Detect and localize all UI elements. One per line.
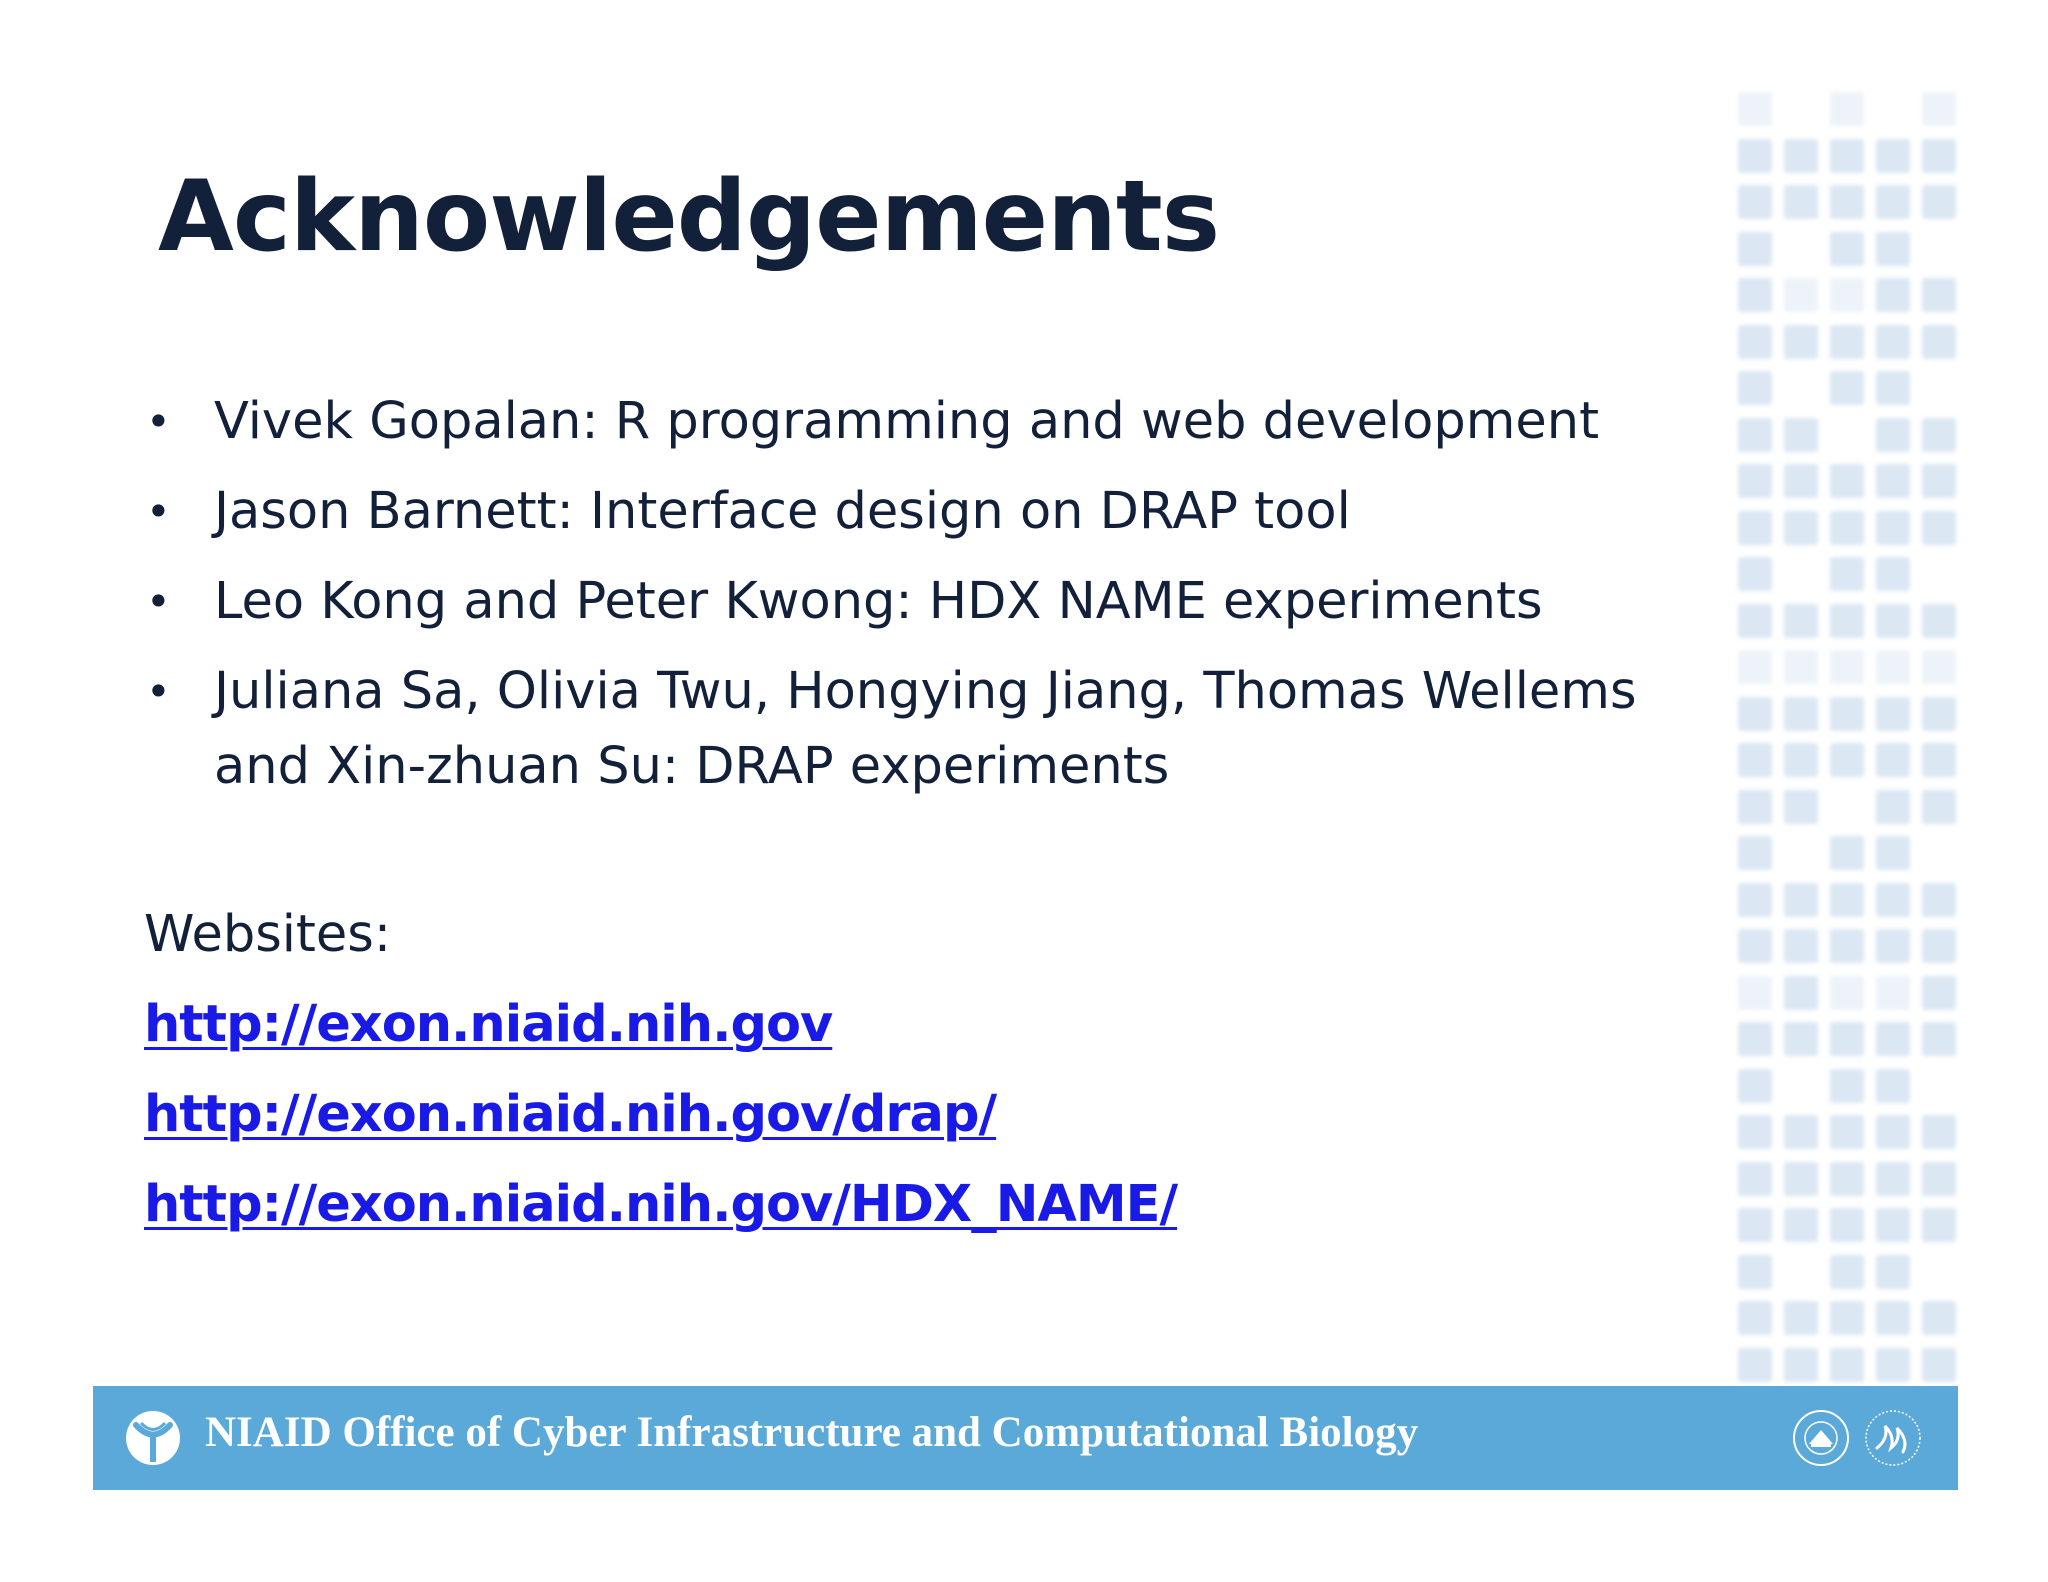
decorative-square [1738,185,1772,219]
decorative-square [1784,604,1818,638]
decorative-square [1738,464,1772,498]
decorative-square [1922,325,1956,359]
decorative-square [1738,511,1772,545]
decorative-square [1876,929,1910,963]
decorative-square [1738,976,1772,1010]
decorative-square [1876,883,1910,917]
decorative-square [1830,604,1864,638]
decorative-square [1876,604,1910,638]
decorative-square [1738,604,1772,638]
link-exon-home[interactable]: http://exon.niaid.nih.gov [144,995,833,1054]
decorative-square [1830,418,1864,452]
decorative-square [1738,697,1772,731]
list-item [140,654,1660,804]
decorative-square [1738,790,1772,824]
link-item [144,1175,1177,1265]
decorative-square [1738,836,1772,870]
decorative-square [1738,557,1772,591]
decorative-square [1876,371,1910,405]
decorative-square [1876,1022,1910,1056]
decorative-square [1876,92,1910,126]
decorative-square [1922,697,1956,731]
decorative-square [1876,743,1910,777]
decorative-grid [1738,92,1964,1382]
decorative-square [1784,1348,1818,1382]
decorative-square [1784,836,1818,870]
decorative-square [1738,278,1772,312]
decorative-square [1784,278,1818,312]
decorative-square [1738,1255,1772,1289]
decorative-square [1738,1069,1772,1103]
decorative-square [1922,650,1956,684]
decorative-square [1784,185,1818,219]
decorative-square [1830,1162,1864,1196]
decorative-square [1876,325,1910,359]
decorative-square [1876,836,1910,870]
decorative-square [1922,139,1956,173]
decorative-square [1784,1069,1818,1103]
decorative-square [1876,1115,1910,1149]
decorative-square [1784,557,1818,591]
decorative-square [1830,139,1864,173]
decorative-square [1738,1022,1772,1056]
slide-title: Acknowledgements [158,160,1220,274]
decorative-square [1876,418,1910,452]
decorative-square [1922,790,1956,824]
decorative-square [1738,743,1772,777]
decorative-square [1876,976,1910,1010]
footer-text: NIAID Office of Cyber Infrastructure and Computational Biology [205,1409,1419,1456]
decorative-square [1876,557,1910,591]
decorative-square [1876,139,1910,173]
decorative-square [1830,1301,1864,1335]
decorative-square [1738,418,1772,452]
decorative-square [1830,1208,1864,1242]
decorative-square [1784,92,1818,126]
bullet-icon: • [146,577,171,626]
decorative-square [1830,1348,1864,1382]
decorative-square [1738,1162,1772,1196]
website-links [144,995,1177,1265]
decorative-square [1830,743,1864,777]
niaid-logo-icon [125,1410,181,1466]
bullet-icon: • [146,487,171,536]
decorative-square [1830,697,1864,731]
decorative-square [1876,1162,1910,1196]
link-exon-hdx-name[interactable]: http://exon.niaid.nih.gov/HDX_NAME/ [144,1175,1178,1234]
decorative-square [1876,1069,1910,1103]
decorative-square [1876,1255,1910,1289]
list-item [140,564,1660,639]
decorative-square [1830,511,1864,545]
decorative-square [1830,92,1864,126]
decorative-square [1876,1301,1910,1335]
decorative-square [1784,929,1818,963]
decorative-square [1830,650,1864,684]
decorative-square [1922,92,1956,126]
hhs-seal-icon [1863,1408,1923,1468]
websites-label: Websites: [144,905,392,964]
decorative-square [1738,1301,1772,1335]
decorative-square [1830,464,1864,498]
decorative-square [1830,278,1864,312]
decorative-square [1738,232,1772,266]
decorative-square [1876,278,1910,312]
decorative-square [1784,976,1818,1010]
decorative-square [1738,1208,1772,1242]
decorative-square [1784,650,1818,684]
decorative-square [1922,185,1956,219]
link-item [144,1085,1177,1175]
decorative-square [1922,1208,1956,1242]
footer-bar [93,1386,1958,1490]
decorative-square [1922,1115,1956,1149]
decorative-square [1876,511,1910,545]
decorative-square [1784,1208,1818,1242]
decorative-square [1738,883,1772,917]
decorative-square [1784,371,1818,405]
decorative-square [1830,883,1864,917]
bullet-icon: • [146,667,171,716]
decorative-square [1738,139,1772,173]
list-item [140,474,1660,549]
decorative-square [1784,418,1818,452]
decorative-square [1922,1301,1956,1335]
decorative-square [1784,511,1818,545]
decorative-square [1784,1301,1818,1335]
decorative-square [1784,743,1818,777]
list-item-text: Jason Barnett: Interface design on DRAP tool [214,482,1351,541]
decorative-square [1922,1069,1956,1103]
decorative-square [1830,371,1864,405]
acknowledgement-list [140,384,1660,819]
decorative-square [1830,232,1864,266]
decorative-square [1784,232,1818,266]
link-item [144,995,1177,1085]
decorative-square [1922,1348,1956,1382]
decorative-square [1738,92,1772,126]
decorative-square [1876,464,1910,498]
decorative-square [1784,1022,1818,1056]
decorative-square [1922,371,1956,405]
decorative-square [1922,418,1956,452]
decorative-square [1784,1162,1818,1196]
decorative-square [1922,464,1956,498]
decorative-square [1922,511,1956,545]
decorative-square [1922,976,1956,1010]
decorative-square [1922,883,1956,917]
decorative-square [1738,929,1772,963]
decorative-square [1738,1115,1772,1149]
decorative-square [1830,836,1864,870]
decorative-square [1830,1115,1864,1149]
decorative-square [1922,232,1956,266]
decorative-square [1784,464,1818,498]
decorative-square [1922,604,1956,638]
decorative-square [1876,232,1910,266]
decorative-square [1830,1022,1864,1056]
decorative-square [1784,790,1818,824]
decorative-square [1876,650,1910,684]
decorative-square [1830,929,1864,963]
decorative-square [1922,929,1956,963]
list-item-text: Leo Kong and Peter Kwong: HDX NAME experiments [214,572,1543,631]
decorative-square [1922,836,1956,870]
decorative-square [1784,1255,1818,1289]
decorative-square [1830,325,1864,359]
link-exon-drap[interactable]: http://exon.niaid.nih.gov/drap/ [144,1085,997,1144]
decorative-square [1784,1115,1818,1149]
decorative-square [1876,1348,1910,1382]
decorative-square [1738,325,1772,359]
list-item [140,384,1660,459]
decorative-square [1830,976,1864,1010]
decorative-square [1922,1162,1956,1196]
decorative-square [1922,557,1956,591]
decorative-square [1784,697,1818,731]
decorative-square [1876,790,1910,824]
decorative-square [1738,650,1772,684]
decorative-square [1876,1208,1910,1242]
list-item-text: Juliana Sa, Olivia Twu, Hongying Jiang, Thomas Wellems and Xin-zhuan Su: DRAP experiments [214,662,1637,796]
decorative-square [1830,1069,1864,1103]
decorative-square [1922,278,1956,312]
nih-seal-icon [1791,1408,1851,1468]
decorative-square [1830,185,1864,219]
decorative-square [1784,325,1818,359]
decorative-square [1922,743,1956,777]
decorative-square [1830,790,1864,824]
decorative-square [1922,1255,1956,1289]
decorative-square [1784,139,1818,173]
decorative-square [1922,1022,1956,1056]
decorative-square [1830,1255,1864,1289]
bullet-icon: • [146,397,171,446]
decorative-square [1876,185,1910,219]
decorative-square [1784,883,1818,917]
list-item-text: Vivek Gopalan: R programming and web development [214,392,1600,451]
decorative-square [1738,1348,1772,1382]
decorative-square [1830,557,1864,591]
decorative-square [1738,371,1772,405]
decorative-square [1876,697,1910,731]
